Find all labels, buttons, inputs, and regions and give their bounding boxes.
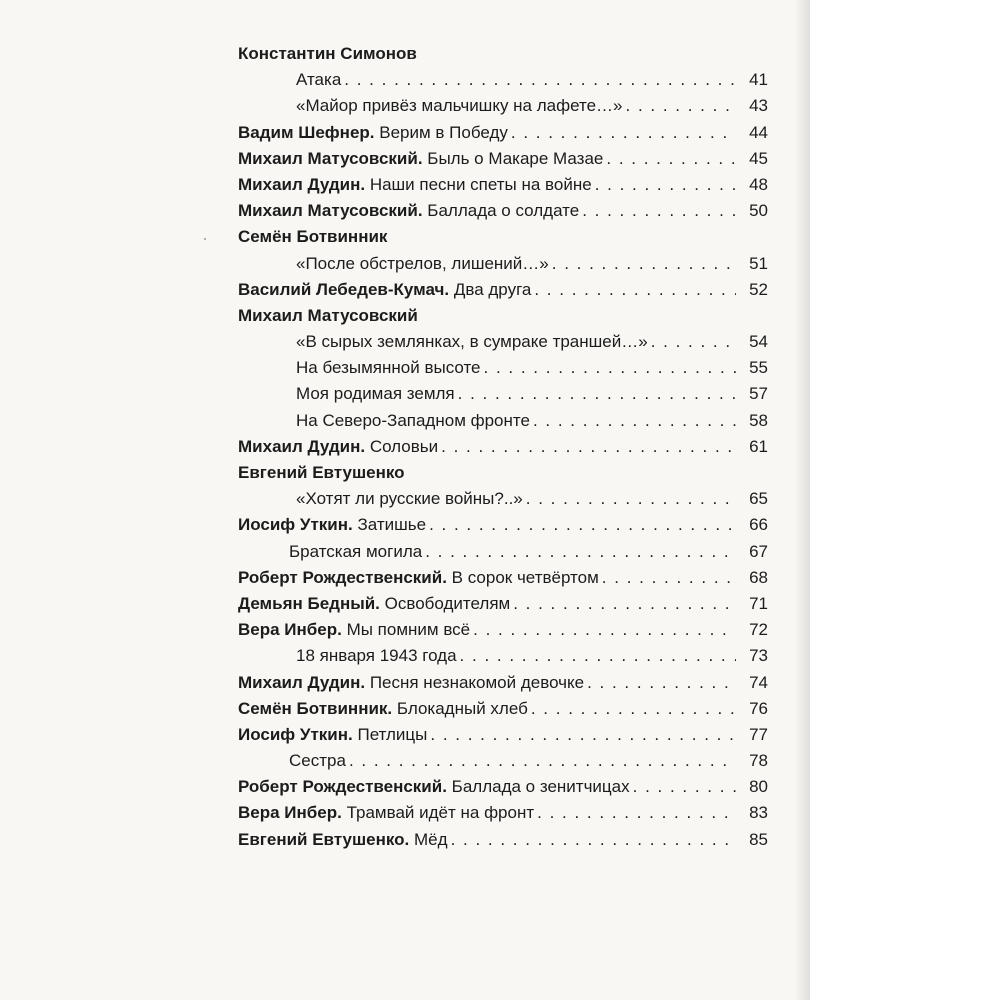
paper-speck (204, 238, 206, 240)
toc-title: «Майор привёз мальчишку на лафете…» (296, 96, 623, 116)
toc-leader-dots (441, 434, 736, 460)
toc-author: Вера Инбер. (238, 803, 342, 823)
table-of-contents (238, 41, 768, 853)
toc-page-number: 44 (749, 122, 768, 142)
toc-title: В сорок четвёртом (451, 567, 599, 587)
toc-author: Василий Лебедев-Кумач. (238, 279, 450, 299)
toc-page-number: 58 (749, 410, 768, 430)
toc-entry (238, 565, 768, 591)
toc-entry (238, 434, 768, 460)
toc-page-number: 83 (749, 803, 768, 823)
toc-leader-dots (460, 643, 736, 669)
toc-entry (238, 251, 768, 277)
toc-page-number: 77 (749, 724, 768, 744)
toc-author: Михаил Матусовский. (238, 148, 423, 168)
toc-page-number: 85 (749, 829, 768, 849)
toc-title: Баллада о зенитчицах (451, 777, 630, 797)
toc-title: «После обстрелов, лишений…» (296, 253, 549, 273)
toc-page-number: 74 (749, 672, 768, 692)
toc-leader-dots (513, 591, 736, 617)
toc-author: Константин Симонов (238, 44, 417, 63)
toc-leader-dots (430, 722, 736, 748)
toc-page-number: 68 (749, 567, 768, 587)
toc-entry (238, 198, 768, 224)
toc-page-number: 51 (749, 253, 768, 273)
toc-title: Верим в Победу (379, 122, 508, 142)
toc-author: Иосиф Уткин. (238, 515, 353, 535)
toc-author-heading (238, 224, 768, 250)
toc-leader-dots (587, 670, 736, 696)
toc-author: Михаил Дудин. (238, 174, 366, 194)
toc-title: «В сырых землянках, в сумраке траншей…» (296, 332, 648, 352)
toc-leader-dots (425, 539, 736, 565)
toc-author: Михаил Дудин. (238, 672, 366, 692)
toc-entry (238, 93, 768, 119)
toc-entry (238, 355, 768, 381)
toc-title: Трамвай идёт на фронт (346, 803, 535, 823)
toc-leader-dots (582, 198, 736, 224)
toc-entry (238, 617, 768, 643)
toc-title: На Северо-Западном фронте (296, 410, 530, 430)
toc-leader-dots (534, 277, 736, 303)
toc-entry (238, 670, 768, 696)
toc-title: Блокадный хлеб (396, 698, 528, 718)
toc-title: На безымянной высоте (296, 358, 481, 378)
toc-entry (238, 381, 768, 407)
toc-entry (238, 172, 768, 198)
toc-leader-dots (526, 486, 736, 512)
toc-entry (238, 774, 768, 800)
toc-page-number: 67 (749, 541, 768, 561)
toc-title: Мы помним всё (346, 620, 471, 640)
toc-author: Михаил Матусовский. (238, 201, 423, 221)
toc-title: Быль о Макаре Мазае (427, 148, 604, 168)
toc-page-number: 72 (749, 620, 768, 640)
toc-author: Евгений Евтушенко. (238, 829, 410, 849)
toc-entry (238, 486, 768, 512)
toc-page-number: 50 (749, 201, 768, 221)
toc-author: Семён Ботвинник. (238, 698, 393, 718)
toc-leader-dots (606, 146, 736, 172)
toc-title: Песня незнакомой девочке (369, 672, 585, 692)
toc-author: Иосиф Уткин. (238, 724, 353, 744)
toc-author: Михаил Дудин. (238, 436, 366, 456)
toc-entry (238, 800, 768, 826)
toc-leader-dots (429, 512, 736, 538)
toc-leader-dots (537, 800, 736, 826)
toc-entry (238, 722, 768, 748)
toc-entry (238, 67, 768, 93)
toc-author: Вадим Шефнер. (238, 122, 375, 142)
toc-leader-dots (344, 67, 736, 93)
toc-leader-dots (595, 172, 736, 198)
toc-page-number: 61 (749, 436, 768, 456)
toc-entry (238, 512, 768, 538)
toc-leader-dots (651, 329, 736, 355)
toc-leader-dots (626, 93, 737, 119)
toc-page-number: 57 (749, 384, 768, 404)
toc-leader-dots (451, 827, 736, 853)
toc-page-number: 41 (749, 70, 768, 90)
toc-author: Михаил Матусовский (238, 305, 418, 325)
toc-author: Роберт Рождественский. (238, 777, 447, 797)
toc-page-number: 54 (749, 332, 768, 352)
toc-page-number: 76 (749, 698, 768, 718)
toc-title: 18 января 1943 года (296, 646, 457, 666)
toc-page-number: 71 (749, 593, 768, 613)
toc-page-number: 73 (749, 646, 768, 666)
toc-entry (238, 408, 768, 434)
toc-leader-dots (633, 774, 736, 800)
toc-leader-dots (552, 251, 736, 277)
toc-author: Демьян Бедный. (238, 593, 380, 613)
toc-entry (238, 146, 768, 172)
toc-title: «Хотят ли русские войны?..» (296, 489, 523, 509)
toc-page-number: 43 (749, 96, 768, 116)
toc-title: Наши песни спеты на войне (369, 174, 592, 194)
toc-entry (238, 827, 768, 853)
toc-leader-dots (473, 617, 736, 643)
toc-entry (238, 696, 768, 722)
toc-leader-dots (511, 120, 736, 146)
toc-page-number: 65 (749, 489, 768, 509)
toc-entry (238, 539, 768, 565)
toc-title: Баллада о солдате (427, 201, 580, 221)
toc-entry (238, 329, 768, 355)
toc-page-number: 48 (749, 174, 768, 194)
toc-title: Мёд (414, 829, 448, 849)
toc-page-number: 66 (749, 515, 768, 535)
toc-page-number: 55 (749, 358, 768, 378)
toc-title: Моя родимая земля (296, 384, 455, 404)
toc-author-heading (238, 460, 768, 486)
page-gutter-shadow (794, 0, 810, 1000)
toc-title: Сестра (289, 751, 346, 771)
toc-author-heading (238, 303, 768, 329)
toc-entry (238, 748, 768, 774)
toc-leader-dots (533, 408, 736, 434)
toc-entry (238, 591, 768, 617)
toc-leader-dots (602, 565, 736, 591)
toc-author: Роберт Рождественский. (238, 567, 447, 587)
toc-entry (238, 643, 768, 669)
toc-leader-dots (531, 696, 736, 722)
toc-page-number: 78 (749, 751, 768, 771)
toc-entry (238, 120, 768, 146)
toc-page-number: 80 (749, 777, 768, 797)
toc-entry (238, 277, 768, 303)
toc-author: Семён Ботвинник (238, 227, 388, 247)
toc-leader-dots (458, 381, 736, 407)
page-margin (810, 0, 1000, 1000)
toc-leader-dots (484, 355, 736, 381)
toc-author: Евгений Евтушенко (238, 463, 405, 482)
toc-author-heading (238, 41, 768, 67)
toc-title: Петлицы (357, 724, 428, 744)
toc-page-number: 45 (749, 148, 768, 168)
toc-leader-dots (349, 748, 736, 774)
toc-title: Атака (296, 70, 342, 90)
toc-title: Братская могила (289, 541, 423, 561)
toc-title: Освободителям (384, 593, 511, 613)
toc-author: Вера Инбер. (238, 620, 342, 640)
toc-title: Соловьи (369, 436, 439, 456)
toc-page-number: 52 (749, 279, 768, 299)
toc-title: Затишье (357, 515, 427, 535)
toc-title: Два друга (453, 279, 532, 299)
